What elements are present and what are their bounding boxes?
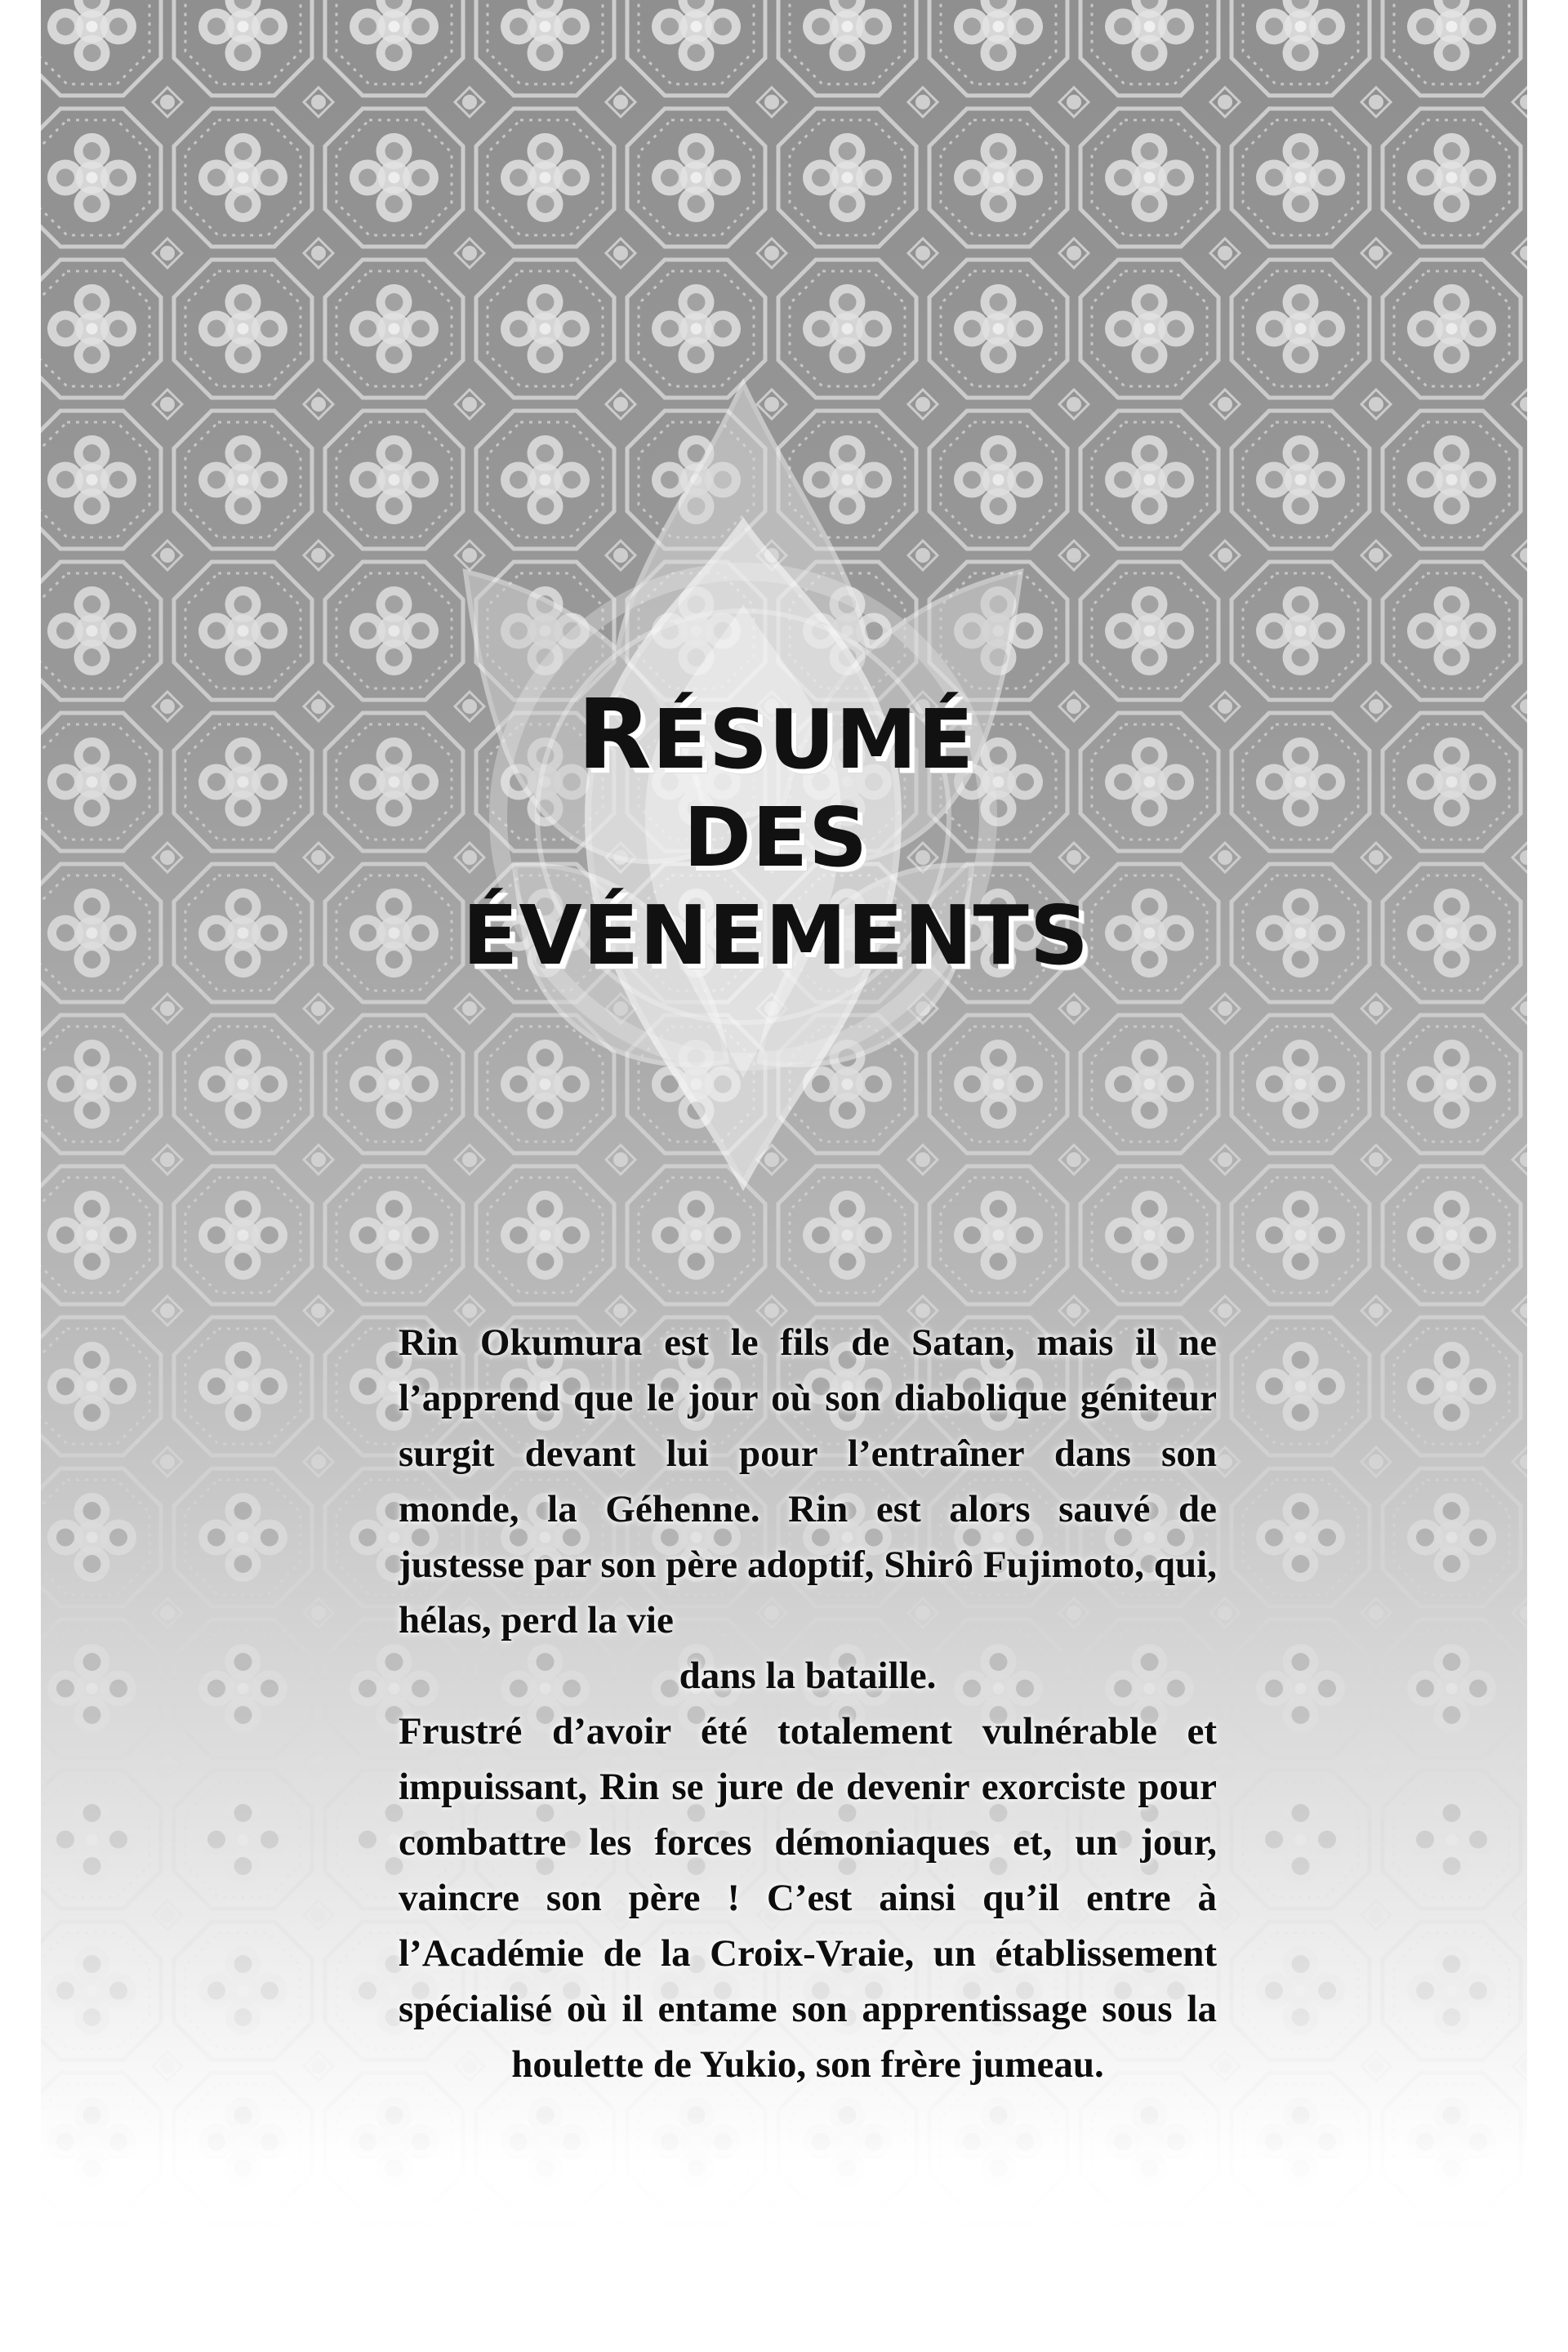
summary-paragraph-1-end: dans la bataille. <box>679 1655 937 1697</box>
title-line-3: ÉVÉNEMENTS <box>462 888 1089 983</box>
summary-paragraph-1: Rin Okumura est le fils de Satan, mais il ne l’apprend que le jour où son diabolique géniteur surgit devant lui pour l’entraîner dans son monde, la Géhenne. Rin est alors sauvé de justesse par son père adoptif, Shirô Fujimoto, qui, hélas, perd la vie <box>399 1321 1217 1642</box>
summary-paragraph-2: Frustré d’avoir été totalement vulnérable et impuissant, Rin se jure de devenir exorciste pour combattre les forces démoniaques et, un jour, vaincre son père ! C’est ainsi qu’il entre à l’Académie de la Croix-Vraie, un établissement spécialisé où il entame son apprentissage sous la houlette de Yukio, son frère jumeau. <box>399 1710 1217 2086</box>
title-initial: R <box>577 678 653 791</box>
title-line-2: DES <box>683 790 869 885</box>
summary-text <box>399 1315 1217 2092</box>
title-line-1 <box>425 678 1127 791</box>
page-title <box>425 678 1127 983</box>
title-line-1-rest: ÉSUMÉ <box>652 692 975 787</box>
